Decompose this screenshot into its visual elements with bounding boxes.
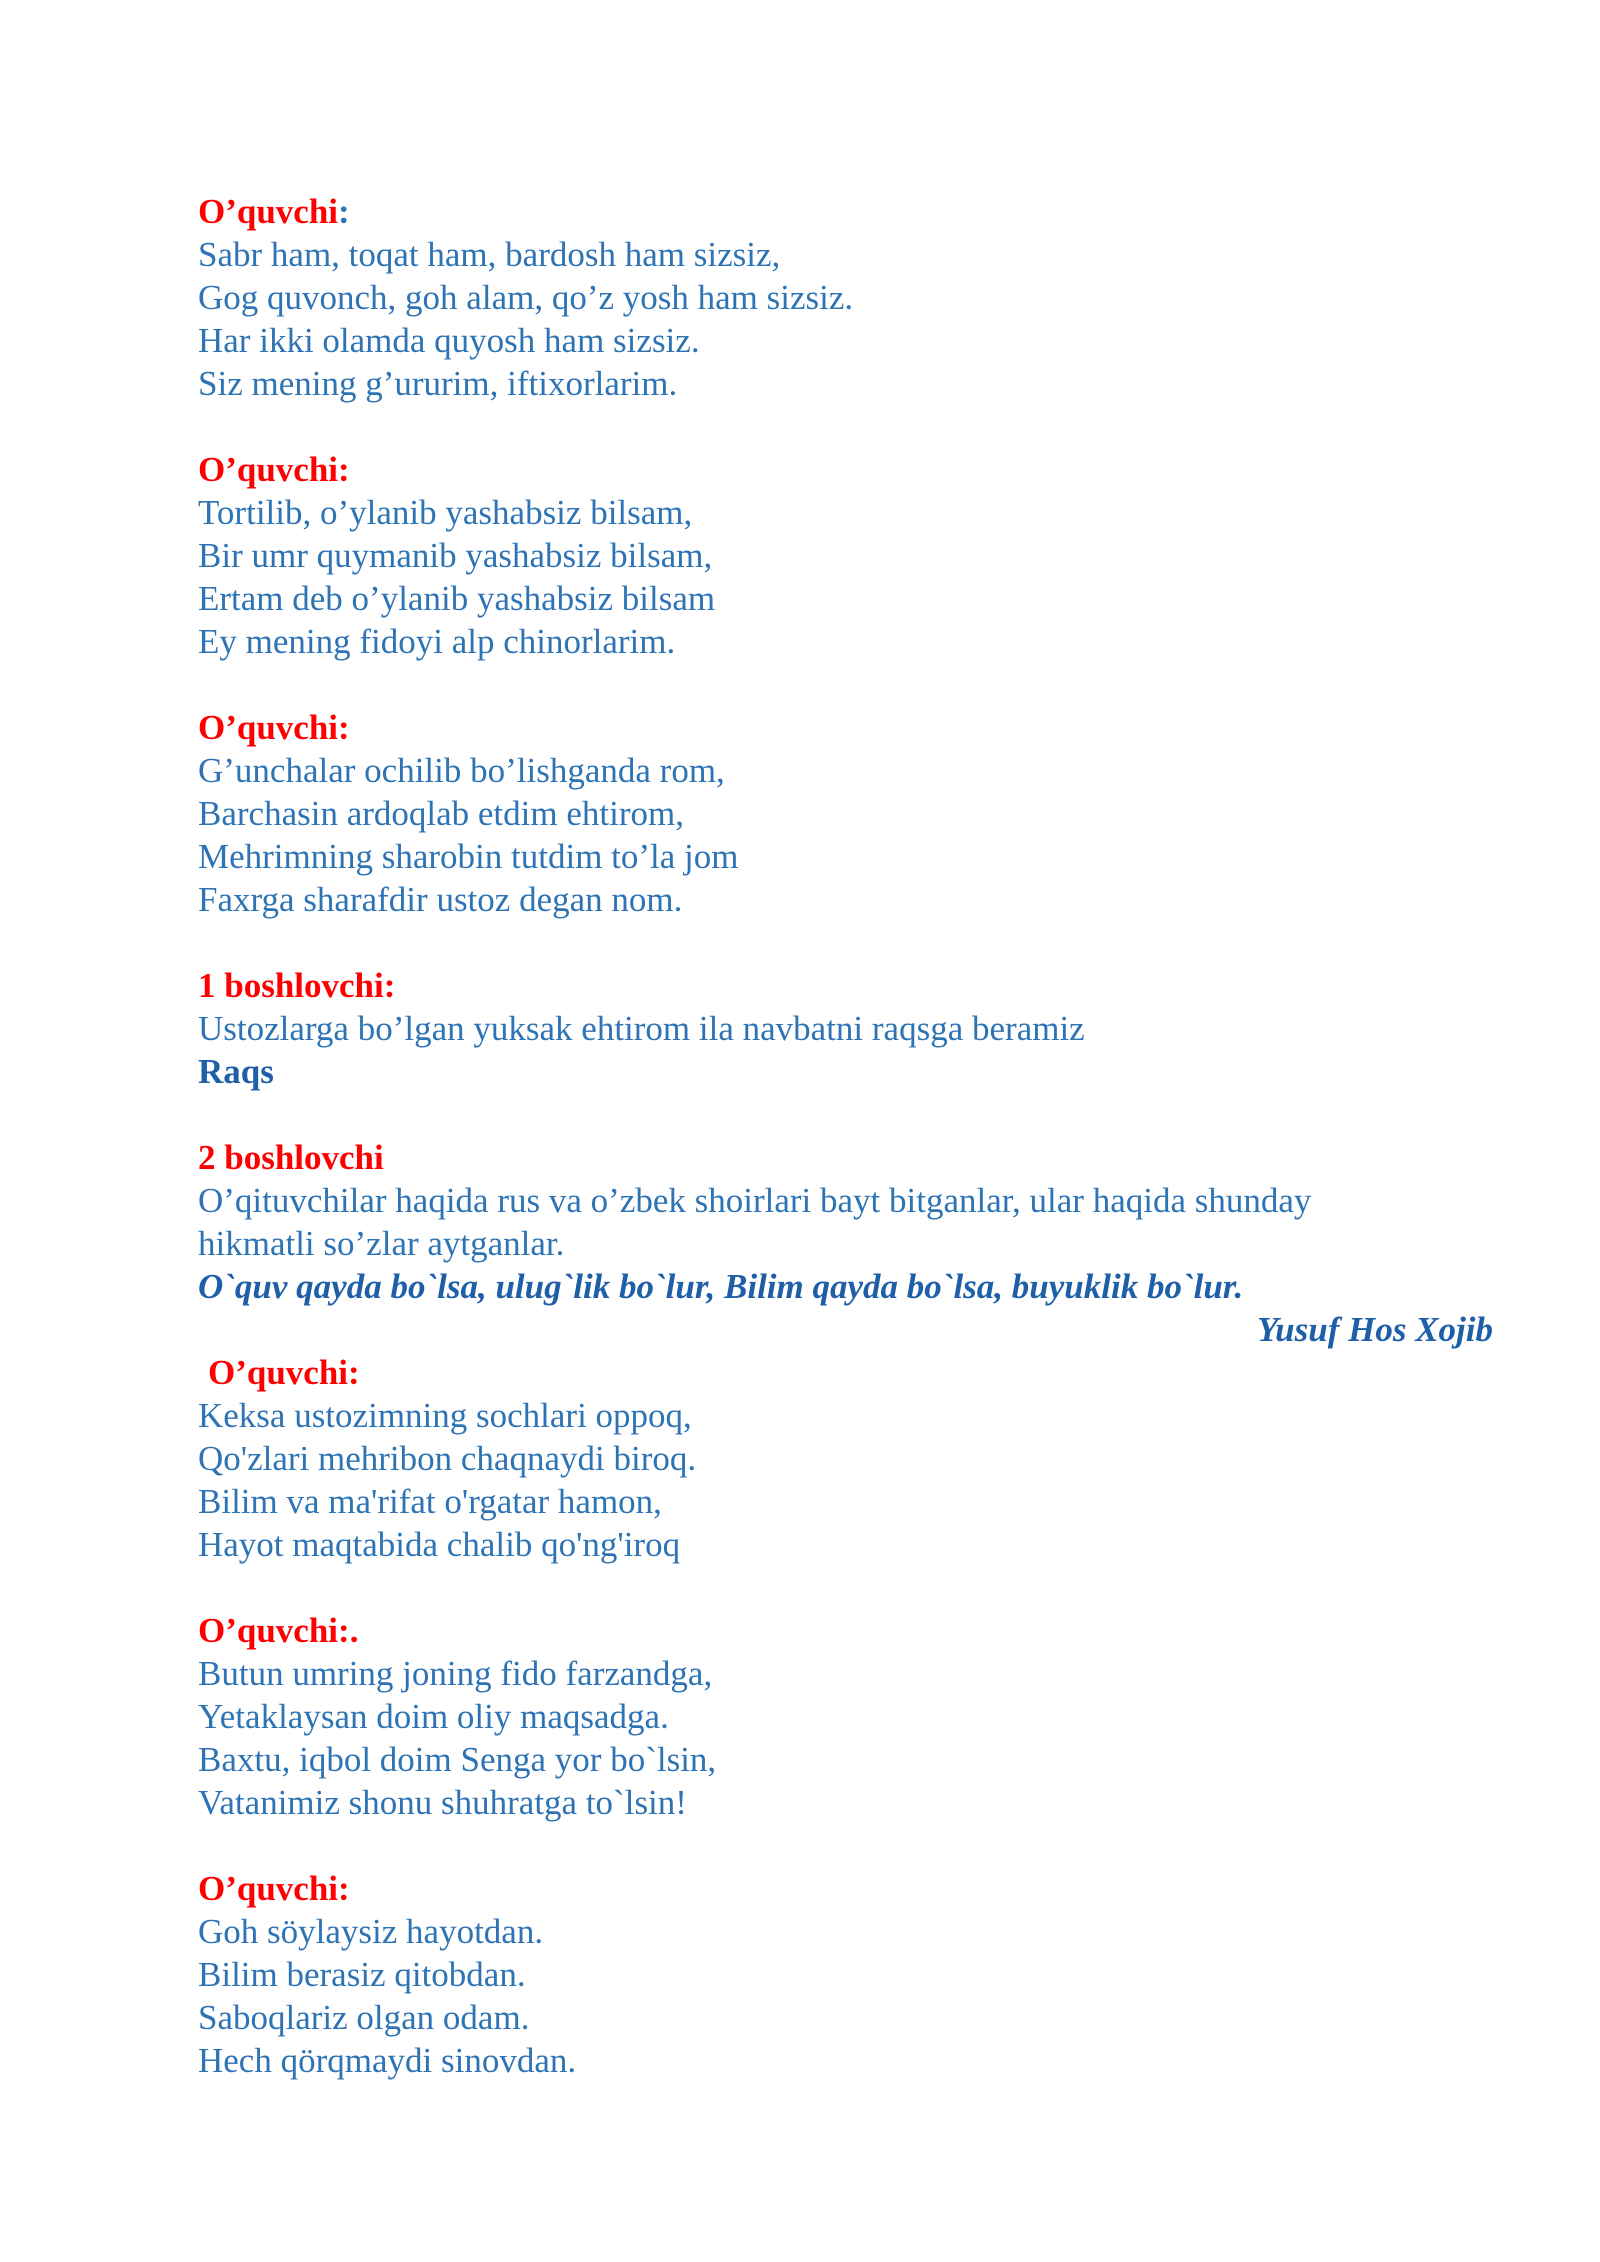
speaker-label: O’quvchi:: [198, 192, 350, 231]
announcement-line: O’qituvchilar haqida rus va o’zbek shoirlari bayt bitganlar, ular haqida shunday: [198, 1181, 1312, 1220]
speaker-label: 2 boshlovchi: [198, 1138, 384, 1177]
quote-line: O`quv qayda bo`lsa, ulug`lik bo`lur, Bilim qayda bo`lsa, buyuklik bo`lur.: [198, 1267, 1244, 1306]
verse-line: Saboqlariz olgan odam.: [198, 1998, 530, 2037]
stanza-4: [198, 1351, 1498, 1566]
speaker-label: O’quvchi:: [198, 1869, 350, 1908]
verse-line: Hayot maqtabida chalib qo'ng'iroq: [198, 1525, 681, 1564]
verse-line: Sabr ham, toqat ham, bardosh ham sizsiz,: [198, 235, 781, 274]
verse-line: Gog quvonch, goh alam, qo’z yosh ham sizsiz.: [198, 278, 854, 317]
speaker-label: O’quvchi:: [208, 1353, 360, 1392]
presenter-1-block: [198, 964, 1498, 1093]
verse-line: G’unchalar ochilib bo’lishganda rom,: [198, 751, 725, 790]
presenter-2-block: [198, 1136, 1498, 1351]
verse-line: Keksa ustozimning sochlari oppoq,: [198, 1396, 692, 1435]
verse-line: Mehrimning sharobin tutdim to’la jom: [198, 837, 739, 876]
speaker-label: O’quvchi:.: [198, 1611, 359, 1650]
verse-line: Yetaklaysan doim oliy maqsadga.: [198, 1697, 669, 1736]
stanza-2: [198, 448, 1498, 663]
stanza-1: [198, 190, 1498, 405]
verse-line: Har ikki olamda quyosh ham sizsiz.: [198, 321, 700, 360]
speaker-label: O’quvchi:: [198, 708, 350, 747]
verse-line: Ey mening fidoyi alp chinorlarim.: [198, 622, 676, 661]
verse-line: Butun umring joning fido farzandga,: [198, 1654, 713, 1693]
verse-line: Hech qörqmaydi sinovdan.: [198, 2041, 577, 2080]
verse-line: Tortilib, o’ylanib yashabsiz bilsam,: [198, 493, 693, 532]
verse-line: Qo'zlari mehribon chaqnaydi biroq.: [198, 1439, 697, 1478]
verse-line: Faxrga sharafdir ustoz degan nom.: [198, 880, 683, 919]
dance-label: Raqs: [198, 1052, 274, 1091]
quote-author: Yusuf Hos Xojib: [1256, 1310, 1493, 1349]
verse-line: Goh söylaysiz hayotdan.: [198, 1912, 544, 1951]
speaker-label: 1 boshlovchi:: [198, 966, 396, 1005]
speaker-label: O’quvchi:: [198, 450, 350, 489]
announcement-line: hikmatli so’zlar aytganlar.: [198, 1224, 565, 1263]
stanza-6: [198, 1867, 1498, 2082]
announcement-line: Ustozlarga bo’lgan yuksak ehtirom ila navbatni raqsga beramiz: [198, 1009, 1085, 1048]
verse-line: Ertam deb o’ylanib yashabsiz bilsam: [198, 579, 716, 618]
document-page: [198, 190, 1498, 2125]
verse-line: Siz mening g’ururim, iftixorlarim.: [198, 364, 678, 403]
stanza-5: [198, 1609, 1498, 1824]
verse-line: Bir umr quymanib yashabsiz bilsam,: [198, 536, 713, 575]
stanza-3: [198, 706, 1498, 921]
verse-line: Barchasin ardoqlab etdim ehtirom,: [198, 794, 684, 833]
verse-line: Baxtu, iqbol doim Senga yor bo`lsin,: [198, 1740, 717, 1779]
verse-line: Vatanimiz shonu shuhratga to`lsin!: [198, 1783, 687, 1822]
verse-line: Bilim va ma'rifat o'rgatar hamon,: [198, 1482, 662, 1521]
verse-line: Bilim berasiz qitobdan.: [198, 1955, 526, 1994]
